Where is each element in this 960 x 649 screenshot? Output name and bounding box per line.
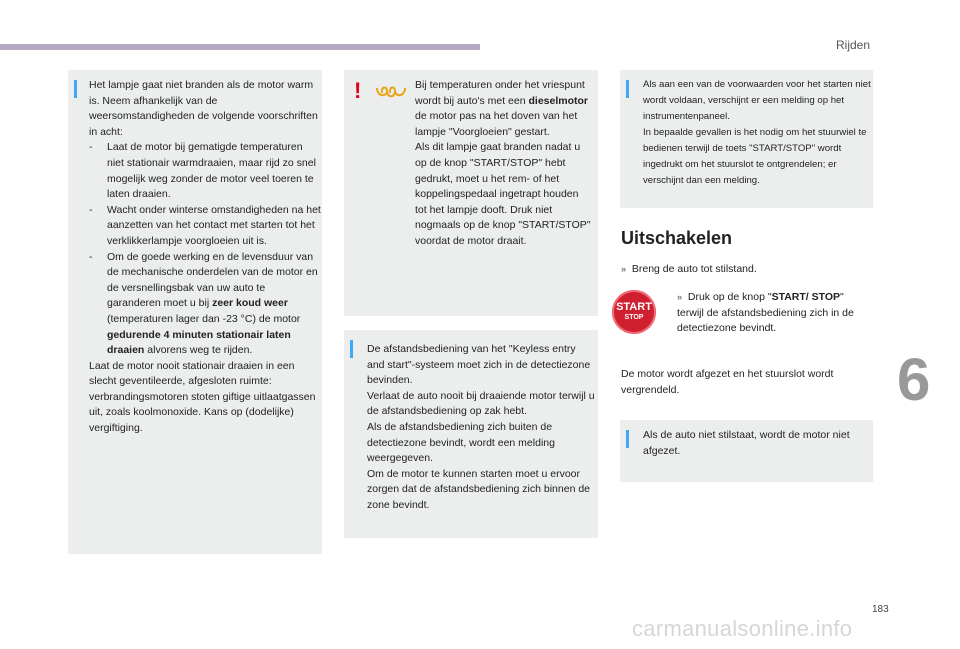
- info-box-start-conditions: [620, 70, 873, 208]
- page-number: 183: [872, 604, 889, 615]
- box4-p2: In bepaalde gevallen is het nodig om het stuurwiel te bedienen terwijl de toets "START/STOP" wordt ingedrukt om het stuurslot te ontgrendelen; er verschijnt dan een melding.: [643, 127, 867, 186]
- header-bar: [0, 44, 480, 50]
- box3-p2: Verlaat de auto nooit bij draaiende motor terwijl u de afstandsbediening op zak hebt.: [367, 389, 595, 418]
- arrow-icon: »: [677, 292, 683, 302]
- watermark: carmanualsonline.info: [632, 616, 853, 641]
- box1-intro: Het lampje gaat niet branden als de motor warm is. Neem afhankelijk van de weersomstandigheden de volgende voorschriften in acht:: [89, 79, 318, 138]
- box3-p3: Als de afstandsbediening zich buiten de detectiezone bevindt, wordt een melding weergegeven.: [367, 420, 555, 465]
- section-title: Rijden: [836, 38, 871, 52]
- start-stop-button-icon: START STOP: [612, 290, 656, 334]
- list-item: - Om de goede werking en de levensduur van de mechanische onderdelen van de motor en de versnellingsbak van uw auto te garanderen moet u bij zeer koud weer (temperaturen lager dan -23 °C) de motor gedurende 4 minuten stationair laten draaien alvorens weg te rijden.: [89, 250, 318, 357]
- info-box-cold-start: [68, 70, 322, 554]
- box4-p1: Als aan een van de voorwaarden voor het starten niet wordt voldaan, verschijnt er een melding op het instrumentenpaneel.: [643, 79, 871, 122]
- step-press-start-stop: » Druk op de knop "START/ STOP" terwijl de afstandsbediening zich in de detectiezone bevindt.: [677, 291, 854, 335]
- list-item: - Laat de motor bij gematigde temperaturen niet stationair warmdraaien, maar rijd zo snel mogelijk weg zonder de motor veel toeren te laten draaien.: [89, 141, 316, 201]
- box1-outro: Laat de motor nooit stationair draaien in een slecht geventileerde, afgesloten ruimte: verbrandingsmotoren stoten giftige uitlaatgassen uit, zoals koolmonoxide. Kans op (dodelijke) vergiftiging.: [89, 359, 316, 435]
- engine-off-paragraph: De motor wordt afgezet en het stuurslot wordt vergrendeld.: [621, 368, 834, 396]
- warning-box-diesel: [344, 70, 598, 316]
- box3-p1: De afstandsbediening van het "Keyless entry and start"-systeem moet zich in de detectiezone bevinden.: [367, 343, 591, 387]
- box2-p2: Als dit lampje gaat branden nadat u op de knop "START/STOP" hebt gedrukt, moet u het rem- of het koppelingspedaal ingetrapt houden tot het lampje dooft. Druk niet nogmaals op de knop "START/STOP" voordat de motor draait.: [415, 141, 591, 247]
- glow-plug-icon: [375, 85, 407, 101]
- list-item: - Wacht onder winterse omstandigheden na het aanzetten van het contact met starten tot het verklikkerlampje voorgloeien uit is.: [89, 203, 321, 247]
- chapter-number: 6: [897, 346, 931, 413]
- step-stop-car: » Breng de auto tot stilstand.: [621, 263, 757, 275]
- info-icon: [350, 340, 353, 358]
- section-heading: Uitschakelen: [621, 228, 733, 248]
- warning-icon: !: [354, 78, 362, 103]
- info-icon: [626, 80, 629, 98]
- arrow-icon: »: [621, 264, 627, 274]
- box5-text: Als de auto niet stilstaat, wordt de motor niet afgezet.: [643, 429, 850, 457]
- info-box-keyless: [344, 330, 598, 538]
- info-box-not-stationary: [620, 420, 873, 482]
- info-icon: [626, 430, 629, 448]
- info-icon: [74, 80, 77, 98]
- box3-p4: Om de motor te kunnen starten moet u ervoor zorgen dat de afstandsbediening zich binnen de zone bevindt.: [367, 467, 591, 511]
- box2-p1: Bij temperaturen onder het vriespunt wordt bij auto's met een dieselmotor de motor pas na het doven van het lampje "Voorgloeien" gestart.: [415, 79, 588, 138]
